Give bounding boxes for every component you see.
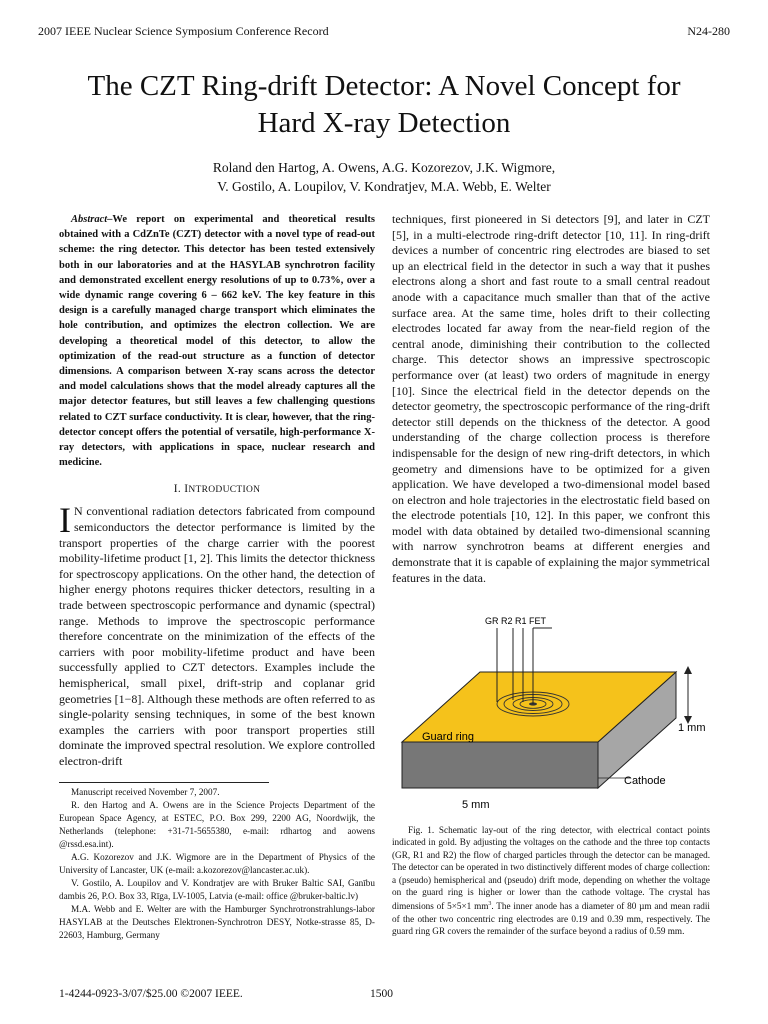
left-column: [59, 212, 375, 770]
footnote: M.A. Webb and E. Welter are with the Hamburger Synchrotronstrahlungs-labor HASYLAB at the Deutsches Elektronen-Synchrotron DESY, Notke-strasse 85, D-22603, Hamburg, Germany: [59, 904, 375, 940]
section-title-rest: NTRODUCTION: [188, 485, 261, 496]
authors-line-1: Roland den Hartog, A. Owens, A.G. Kozorezov, J.K. Wigmore,: [212, 160, 556, 175]
title-line-2: Hard X-ray Detection: [257, 107, 511, 139]
abstract-text: –We report on experimental and theoretical results obtained with a CdZnTe (CZT) detector with a novel type of read-out scheme: the ring detector. This detector has been tested extensively both in our laboratories and at the HASYLAB synchrotron facility and demonstrated excellent energy resolutions of up to 0.73%, over a wide dynamic range covering 6 – 662 keV. The key feature in this design is a carefully managed charge transport which eliminates the hole contribution, and optimizes the electron collection. We are developing a theoretical model of this detector, to allow the optimization of the read-out structure as a function of detector dimensions. A comparison between X-ray scans across the detector and model calculations shows that the model already captures all the major detector features, but still leaves a few challenging questions related to CZT surface conductivity. It is clear, however, that the ring-detector concept offers the potential of versatile, high-performance X-ray detectors, with applications in space, nuclear research and medicine.: [59, 214, 375, 469]
thickness-label: 1 mm: [678, 722, 706, 734]
authors-line-2: V. Gostilo, A. Loupilov, V. Kondratjev, M.A. Webb, E. Welter: [217, 179, 551, 194]
guard-ring-label: Guard ring: [422, 731, 474, 743]
title-line-1: The CZT Ring-drift Detector: A Novel Concept for: [87, 70, 681, 102]
section-heading-introduction: [59, 483, 375, 495]
section-first-letter: I: [184, 483, 189, 496]
paper-id: N24-280: [687, 24, 730, 38]
copyright-line: 1-4244-0923-3/07/$25.00 ©2007 IEEE.: [59, 988, 243, 1000]
footnote: R. den Hartog and A. Owens are in the Science Projects Department of the European Space Agency, at ESTEC, P.O. Box 299, 2200 AG, Noordwijk, the Netherlands (telephone: +31-71-5655380, e-mail: rdhartog and aowens @rssd.esa.int).: [59, 800, 375, 849]
arrow-head-up: [684, 666, 692, 674]
right-column: [392, 212, 710, 586]
cathode-label: Cathode: [624, 775, 666, 787]
intro-text-left: N conventional radiation detectors fabricated from compound semiconductors the detector performance is limited by the transport properties of the charge carrier with the poorest mobility-lifetime product [1, 2]. This limits the detector thickness for spectroscopy applications. On the other hand, the detection of higher energy photons requires thicker detectors, resulting in a trade between spectroscopic performance and dynamic (spectral) range. Methods to improve the spectroscopic performance therefore concentrate on the minimization of the effects of the carriers with poor mobility-lifetime product and have been successfully applied to CZT detectors. Examples include the hemispherical, small pixel, drift-strip and coplanar grid geometries [1−8]. Although these methods are often referred to as single-polarity sensing techniques, in some of the best known examples the carriers with poor transport properties still dominate the improved spectral resolution. We explore controlled electron-drift: [59, 504, 375, 768]
footnotes: [59, 786, 375, 942]
running-header-left: 2007 IEEE Nuclear Science Symposium Conference Record: [38, 24, 329, 38]
footnote-rule: [59, 782, 269, 783]
figure-caption: [392, 824, 710, 938]
caption-text-end: . The inner anode has a diameter of 80 µm and mean radii of the other two concentric ring electrodes are 0.19 and 0.39 mm, respectively. The guard ring GR covers the remainder of the surface beyond a radius of 0.59 mm.: [392, 901, 710, 937]
page-number: 1500: [370, 988, 393, 1000]
caption-superscript: 3: [488, 901, 492, 908]
intro-paragraph: [59, 500, 375, 769]
paper-title: [40, 68, 728, 142]
drop-cap: I: [59, 500, 71, 541]
section-numeral: I.: [173, 483, 185, 496]
contacts-label: GR R2 R1 FET: [485, 616, 547, 626]
width-label: 5 mm: [462, 799, 490, 811]
caption-text: Fig. 1. Schematic lay-out of the ring detector, with electrical contact points indicated in gold. By adjusting the voltages on the cathode and the three top contacts (GR, R1 and R2) the flow of charged particles through the detector can be managed. The detector can be operated in two distinctively different modes of charge collection: a (pseudo) hemispherical and (pseudo) drift mode, depending on whether the voltage on the guard ring is higher or lower than the cathode voltage. The crystal has dimensions of 5×5×1 mm: [392, 825, 710, 912]
detector-front-face: [402, 742, 598, 788]
ring-detector-figure: [392, 610, 710, 820]
abstract-label: Abstract: [71, 214, 108, 225]
abstract: [59, 212, 375, 470]
footnote: Manuscript received November 7, 2007.: [71, 787, 220, 797]
footnote: V. Gostilo, A. Loupilov and V. Kondratjev are with Bruker Baltic SAI, Ganību dambis 26, P.O. Box 33, Rīga, LV-1005, Latvia (e-mail: office @bruker-baltic.lv): [59, 878, 375, 901]
author-list: [40, 158, 728, 196]
intro-paragraph-continued: techniques, first pioneered in Si detectors [9], and later in CZT [5], in a multi-electrode ring-drift detector [10, 11]. In ring-drift devices a number of concentric ring electrodes are biased to set up an electrical field in the detector in such a way that it pushes electrons along a short and fast route to a small central readout anode with a capacitance much smaller than that of the active surface area. At the same time, holes drift to their collecting electrodes located far away from the near-field region of the central anode, diminishing their contribution to the collected charge. This detector shows an impressive spectroscopic performance over (at least) two orders of magnitude in energy [10]. Since the electrical field in the detector depends on the detector geometry, the spectroscopic performance of the ring-drift detector still depends on the thickness of the detector. A good understanding of the charge collection process is therefore indispensable for the design of new ring-drift detectors, in which geometry and dimensions have to be optimized for a given application. We have developed a two-dimensional model based on electron and hole trajectories in the electrostatic field based on the electrode potentials [10, 12]. In this paper, we confront this model with data obtained by detailed two-dimensional scanning with narrow synchrotron beams at different energies and demonstrate that it is capable of explaining the major symmetrical features in the data.: [392, 212, 710, 585]
footnote: A.G. Kozorezov and J.K. Wigmore are in the Department of Physics of the University of Lancaster, UK (e-mail: a.kozorezov@lancaster.ac.uk).: [59, 852, 375, 875]
